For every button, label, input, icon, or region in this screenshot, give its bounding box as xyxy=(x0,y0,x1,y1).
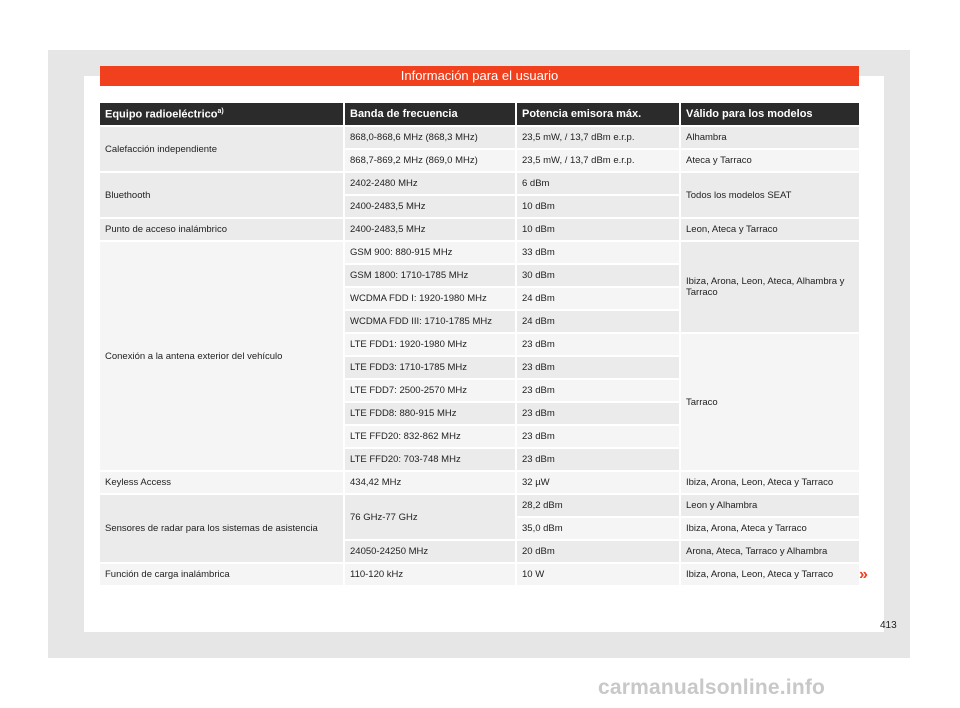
cell-banda: LTE FDD1: 1920-1980 MHz xyxy=(343,334,515,355)
cell-banda: LTE FFD20: 832-862 MHz xyxy=(343,426,515,447)
cell-potencia: 24 dBm xyxy=(515,311,679,332)
table-header-row xyxy=(100,103,859,125)
table-row xyxy=(100,495,859,516)
cell-modelos: Ibiza, Arona, Leon, Ateca y Tarraco xyxy=(679,564,859,585)
cell-equipo: Bluethooth xyxy=(100,173,343,217)
cell-modelos: Arona, Ateca, Tarraco y Alhambra xyxy=(679,541,859,562)
cell-potencia: 23,5 mW, / 13,7 dBm e.r.p. xyxy=(515,127,679,148)
cell-modelos: Ibiza, Arona, Ateca y Tarraco xyxy=(679,518,859,539)
footnote-marker: a) xyxy=(217,107,224,115)
cell-potencia: 32 µW xyxy=(515,472,679,493)
cell-modelos: Ibiza, Arona, Leon, Ateca y Tarraco xyxy=(679,472,859,493)
cell-banda: 868,0-868,6 MHz (868,3 MHz) xyxy=(343,127,515,148)
header-equipo: Equipo radioeléctrico$^{a)}$ xyxy=(100,103,343,125)
continue-marker: » xyxy=(859,566,868,583)
table-row xyxy=(100,242,859,263)
table-row xyxy=(100,173,859,194)
cell-equipo: Punto de acceso inalámbrico xyxy=(100,219,343,240)
header-potencia: Potencia emisora máx. xyxy=(515,103,679,125)
cell-modelos: Tarraco xyxy=(679,334,859,470)
cell-potencia: 23 dBm xyxy=(515,380,679,401)
cell-potencia: 23 dBm xyxy=(515,357,679,378)
cell-potencia: 10 dBm xyxy=(515,196,679,217)
cell-potencia: 35,0 dBm xyxy=(515,518,679,539)
cell-banda: 2400-2483,5 MHz xyxy=(343,219,515,240)
cell-potencia: 23 dBm xyxy=(515,426,679,447)
cell-potencia: 30 dBm xyxy=(515,265,679,286)
watermark-text: carmanualsonline.info xyxy=(598,676,826,699)
cell-banda: 2400-2483,5 MHz xyxy=(343,196,515,217)
cell-banda: LTE FDD7: 2500-2570 MHz xyxy=(343,380,515,401)
cell-modelos: Leon, Ateca y Tarraco xyxy=(679,219,859,240)
cell-banda: GSM 1800: 1710-1785 MHz xyxy=(343,265,515,286)
cell-modelos: Alhambra xyxy=(679,127,859,148)
cell-potencia: 23 dBm xyxy=(515,403,679,424)
cell-equipo: Calefacción independiente xyxy=(100,127,343,171)
header-validos: Válido para los modelos xyxy=(679,103,859,125)
cell-modelos: Ibiza, Arona, Leon, Ateca, Alhambra y Tarraco xyxy=(679,242,859,332)
cell-banda: 868,7-869,2 MHz (869,0 MHz) xyxy=(343,150,515,171)
cell-banda: WCDMA FDD III: 1710-1785 MHz xyxy=(343,311,515,332)
cell-banda: WCDMA FDD I: 1920-1980 MHz xyxy=(343,288,515,309)
cell-banda: LTE FFD20: 703-748 MHz xyxy=(343,449,515,470)
cell-equipo: Sensores de radar para los sistemas de asistencia xyxy=(100,495,343,562)
cell-banda: LTE FDD3: 1710-1785 MHz xyxy=(343,357,515,378)
cell-modelos: Leon y Alhambra xyxy=(679,495,859,516)
cell-potencia: 23 dBm xyxy=(515,334,679,355)
cell-potencia: 33 dBm xyxy=(515,242,679,263)
radio-equipment-table xyxy=(100,101,859,587)
cell-banda: 24050-24250 MHz xyxy=(343,541,515,562)
cell-banda: 2402-2480 MHz xyxy=(343,173,515,194)
cell-banda: GSM 900: 880-915 MHz xyxy=(343,242,515,263)
cell-equipo: Keyless Access xyxy=(100,472,343,493)
header-banda: Banda de frecuencia xyxy=(343,103,515,125)
cell-potencia: 28,2 dBm xyxy=(515,495,679,516)
cell-potencia: 24 dBm xyxy=(515,288,679,309)
page-number: 413 xyxy=(880,620,897,631)
table-row xyxy=(100,564,859,585)
cell-equipo: Conexión a la antena exterior del vehículo xyxy=(100,242,343,470)
cell-potencia: 20 dBm xyxy=(515,541,679,562)
table-row xyxy=(100,219,859,240)
cell-banda: LTE FDD8: 880-915 MHz xyxy=(343,403,515,424)
cell-potencia: 10 dBm xyxy=(515,219,679,240)
cell-modelos: Todos los modelos SEAT xyxy=(679,173,859,217)
cell-equipo: Función de carga inalámbrica xyxy=(100,564,343,585)
cell-potencia: 23 dBm xyxy=(515,449,679,470)
table-row xyxy=(100,472,859,493)
cell-potencia: 10 W xyxy=(515,564,679,585)
cell-banda: 434,42 MHz xyxy=(343,472,515,493)
cell-potencia: 23,5 mW, / 13,7 dBm e.r.p. xyxy=(515,150,679,171)
cell-potencia: 6 dBm xyxy=(515,173,679,194)
section-title: Información para el usuario xyxy=(100,66,859,86)
cell-modelos: Ateca y Tarraco xyxy=(679,150,859,171)
cell-banda: 110-120 kHz xyxy=(343,564,515,585)
cell-banda: 76 GHz-77 GHz xyxy=(343,495,515,539)
table-row xyxy=(100,127,859,148)
